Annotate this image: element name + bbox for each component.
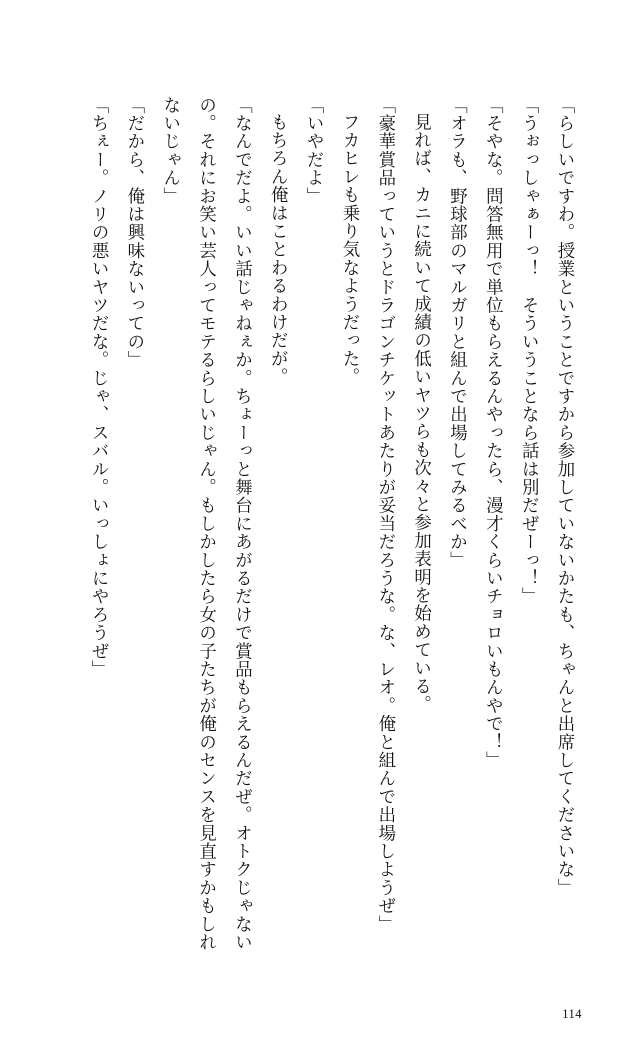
page-text-body bbox=[56, 96, 582, 956]
paragraph: 「ちぇー。ノリの悪いヤツだな。じゃ、スバル。いっしょにやろうぜ」 bbox=[89, 96, 110, 679]
paragraph: 「なんでだよ。いい話じゃねぇか。ちょーっと舞台にあがるだけで賞品もらえるんだぜ。オトクじゃないの。それにお笑い芸人ってモテるらしいじゃん。もしかしたら女の子たちが俺のセンスを見直すかもしれないじゃん」 bbox=[160, 96, 253, 952]
paragraph: フカヒレも乗り気なようだった。 bbox=[339, 113, 360, 387]
paragraph: 「いやだよ」 bbox=[304, 96, 325, 206]
paragraph: もちろん俺はことわるわけだが。 bbox=[268, 113, 289, 387]
paragraph: 「だから、俺は興味ないっての」 bbox=[124, 96, 145, 369]
paragraph: 「うぉっしゃぁーっ！ そういうことなら話は別だぜーっ！」 bbox=[519, 96, 540, 606]
paragraph: 「豪華賞品っていうとドラゴンチケットあたりが妥当だろうな。な、レオ。俺と組んで出場しようぜ」 bbox=[375, 96, 396, 934]
paragraph: 「オラも、野球部のマルガリと組んで出場してみるべか」 bbox=[447, 96, 468, 570]
paragraph: 「そやな。問答無用で単位もらえるんやったら、漫才くらいチョロいもんやで！」 bbox=[483, 96, 504, 770]
paragraph: 見れば、カニに続いて成績の低いヤツらも次々と参加表明を始めている。 bbox=[411, 113, 432, 714]
page-number: 114 bbox=[562, 1007, 582, 1021]
paragraph: 「らしいですわ。授業ということですから参加していないかたも、ちゃんと出席してくださいな」 bbox=[555, 96, 575, 897]
